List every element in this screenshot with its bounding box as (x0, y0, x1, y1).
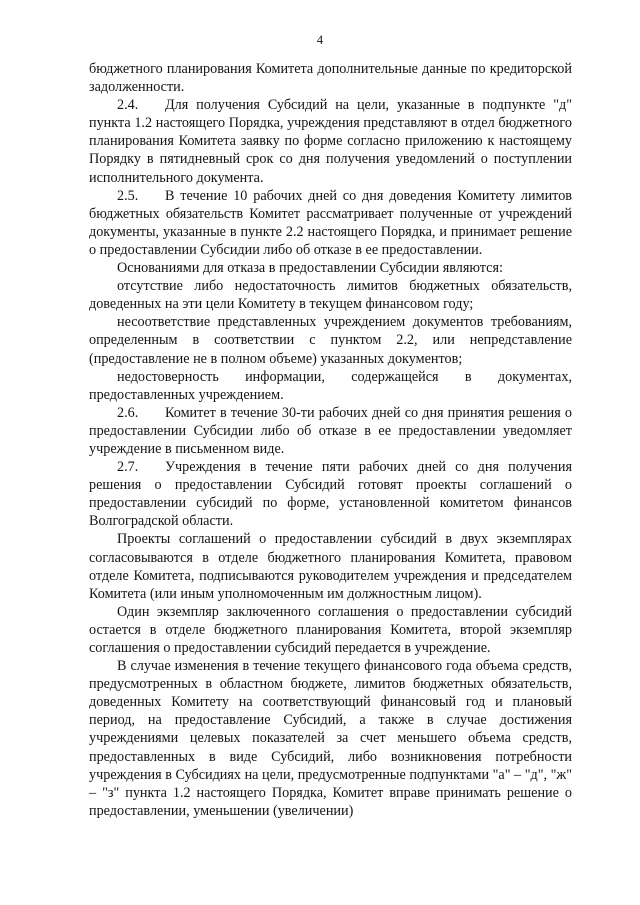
paragraph-ground-2 (89, 313, 572, 367)
paragraph-text: Комитет в течение 30-ти рабочих дней со дня принятия решения о предоставлении Субсидии либо об отказе в ее предоставлении уведомляет учреждение в письменном виде. (89, 404, 572, 457)
document-body (89, 60, 572, 820)
paragraph-2-4 (89, 96, 572, 186)
paragraph-changes (89, 657, 572, 820)
paragraph-text: недостоверность информации, содержащейся в документах, предоставленных учреждением. (89, 368, 572, 403)
clause-number: 2.5. (117, 187, 139, 204)
paragraph-text: Учреждения в течение пяти рабочих дней со дня получения решения о предоставлении Субсидий готовят проекты соглашений о предоставлении субсидий по форме, установленной комитетом финансов Волгоградской области. (89, 459, 572, 530)
paragraph-text: Один экземпляр заключенного соглашения о предоставлении субсидий остается в отделе бюджетного планирования Комитета, второй экземпляр соглашения о предоставлении субсидий передается в учреждение. (89, 603, 572, 656)
paragraph-2-6 (89, 404, 572, 458)
paragraph-text: несоответствие представленных учреждением документов требованиям, определенным в соответствии с пунктом 2.2, или непредставление (предоставление не в полном объеме) указанных документов; (89, 314, 572, 367)
paragraph-agreement-drafts (89, 530, 572, 602)
paragraph-text: В случае изменения в течение текущего финансового года объема средств, предусмотренных в областном бюджете, лимитов бюджетных обязательств, доведенных Комитету на соответствующий финансовый год и плановый период, на предоставление Субсидий, а также в случае достижения учреждениями целевых показателей за счет меньшего объема средств, предоставленных в виде Субсидий, либо возникновения потребности учреждения в Субсидиях на цели, предусмотренные подпунктами "а" – "д", "ж" – "з" пункта 1.2 настоящего Порядка, Комитет вправе принимать решение о предоставлении, уменьшении (увеличении) (89, 658, 572, 819)
paragraph-ground-3 (89, 368, 572, 404)
paragraph-ground-1 (89, 277, 572, 313)
paragraph-text: Проекты соглашений о предоставлении субсидий в двух экземплярах согласовываются в отделе бюджетного планирования Комитета, правовом отделе Комитета, подписываются руководителем учреждения и председателем Комитета (или иным уполномоченным им должностным лицом). (89, 531, 572, 602)
paragraph-text: В течение 10 рабочих дней со дня доведения Комитету лимитов бюджетных обязательств Комитет рассматривает полученные от учреждений документы, указанные в пункте 2.2 настоящего Порядка, и принимает решение о предоставлении Субсидии либо об отказе в ее предоставлении. (89, 187, 572, 258)
paragraph-text: отсутствие либо недостаточность лимитов бюджетных обязательств, доведенных на эти цели Комитету в текущем финансовом году; (89, 278, 572, 313)
clause-number: 2.7. (117, 459, 139, 476)
paragraph-text: Для получения Субсидий на цели, указанные в подпункте "д" пункта 1.2 настоящего Порядка, учреждения представляют в отдел бюджетного планирования Комитета заявку по форме согласно приложению к настоящему Порядку в пятидневный срок со дня получения уведомлений о поступлении исполнительного документа. (89, 97, 572, 186)
clause-number: 2.6. (117, 404, 139, 421)
paragraph-2-5 (89, 187, 572, 259)
page-number: 4 (316, 33, 324, 47)
paragraph-continuation (89, 60, 572, 96)
paragraph-refusal-grounds (89, 259, 572, 277)
clause-number: 2.4. (117, 97, 139, 114)
paragraph-2-7 (89, 458, 572, 530)
paragraph-text: бюджетного планирования Комитета дополнительные данные по кредиторской задолженности. (89, 61, 572, 96)
paragraph-text: Основаниями для отказа в предоставлении Субсидии являются: (117, 260, 503, 277)
paragraph-agreement-copies (89, 603, 572, 657)
